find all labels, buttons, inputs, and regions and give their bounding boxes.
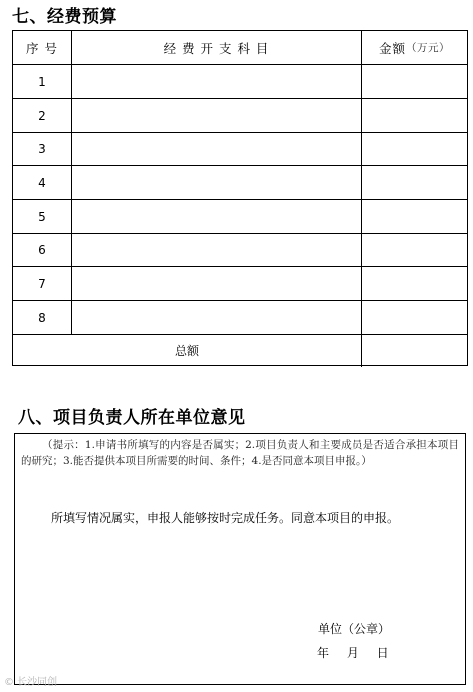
total-label: 总额 bbox=[174, 343, 199, 358]
row-divider bbox=[13, 300, 467, 301]
opinion-hint: （提示：1.申请书所填写的内容是否属实；2.项目负责人和主要成员是否适合承担本项目的研究；3.能否提供本项目所需要的时间、条件；4.是否同意本项目申报。） bbox=[21, 439, 459, 467]
header-item: 经 费 开 支 科 目 bbox=[163, 40, 270, 56]
section-7-title: 七、经费预算 bbox=[12, 7, 117, 27]
row-divider bbox=[13, 266, 467, 267]
row-divider bbox=[13, 64, 467, 65]
header-amount bbox=[362, 31, 467, 64]
row-index: 2 bbox=[38, 108, 46, 123]
budget-table bbox=[12, 30, 468, 366]
header-index: 序 号 bbox=[26, 40, 58, 56]
row-index: 1 bbox=[38, 74, 46, 89]
row-index: 5 bbox=[38, 209, 46, 224]
row-index: 4 bbox=[38, 175, 46, 190]
date-label: 年 月 日 bbox=[317, 646, 389, 660]
watermark: © 长沙同创 bbox=[4, 677, 58, 688]
row-index: 8 bbox=[38, 310, 46, 325]
row-divider bbox=[13, 199, 467, 200]
header-amount-unit: （万元） bbox=[406, 42, 450, 54]
row-divider bbox=[13, 233, 467, 234]
section-8-title: 八、项目负责人所在单位意见 bbox=[18, 408, 246, 428]
row-index: 3 bbox=[38, 142, 46, 156]
row-divider bbox=[13, 98, 467, 99]
opinion-box bbox=[14, 433, 466, 685]
row-index: 7 bbox=[38, 276, 46, 291]
unit-seal-label: 单位（公章） bbox=[318, 622, 391, 636]
column-divider-index bbox=[71, 31, 72, 334]
opinion-statement: 所填写情况属实，申报人能够按时完成任务。同意本项目的申报。 bbox=[51, 511, 400, 525]
row-divider bbox=[13, 165, 467, 166]
row-index: 6 bbox=[38, 243, 46, 257]
row-divider bbox=[13, 132, 467, 133]
header-amount-label: 金额 bbox=[378, 40, 406, 56]
